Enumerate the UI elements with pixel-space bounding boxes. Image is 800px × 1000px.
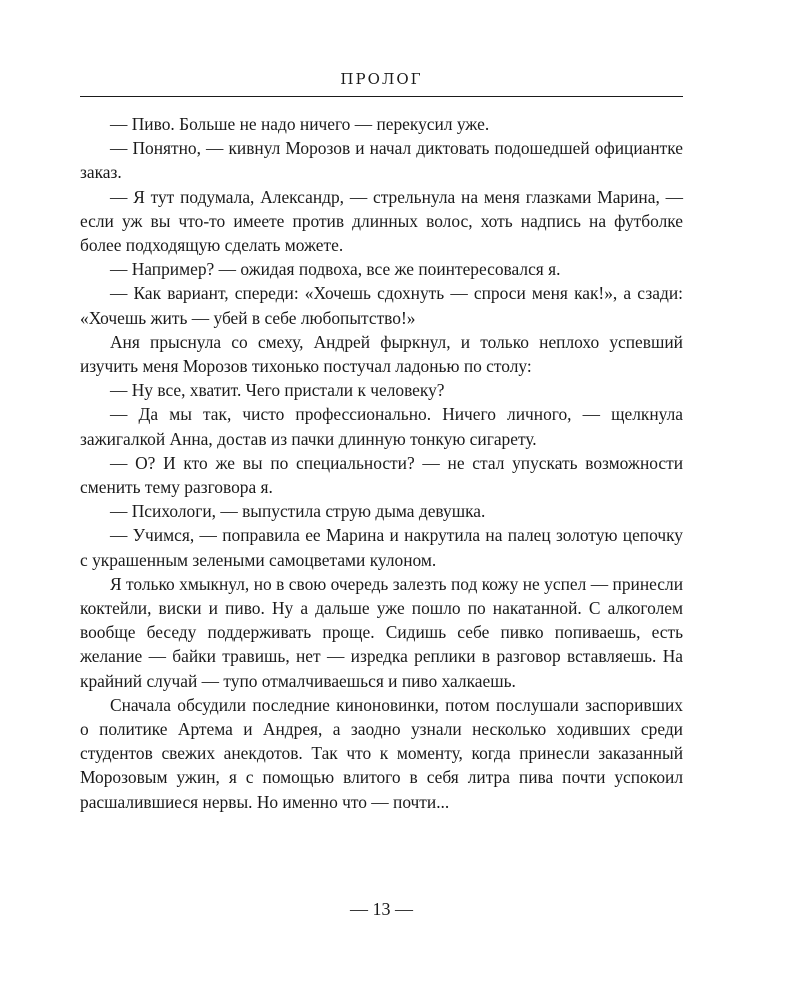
paragraph: — Учимся, — поправила ее Марина и накрутила на палец золотую цепочку с украшенным зелеными самоцветами кулоном. bbox=[80, 525, 683, 570]
paragraph: — Например? — ожидая подвоха, все же поинтересовался я. bbox=[110, 259, 561, 280]
paragraph: — Понятно, — кивнул Морозов и начал диктовать подошедшей официантке заказ. bbox=[80, 138, 683, 183]
body-text bbox=[80, 112, 683, 814]
paragraph: — О? И кто же вы по специальности? — не стал упускать возможности сменить тему разговора я. bbox=[80, 452, 683, 498]
paragraph: Сначала обсудили последние киноновинки, потом послушали заспоривших о политике Артема и Андрея, а заодно узнали несколько ходивших среди студентов свежих анекдотов. Так что к моменту, когда принесли заказанный Морозовым ужин, я с помощью влитого в себя литра пива почти успокоил расшалившиеся нервы. Но именно что — почти... bbox=[80, 694, 683, 812]
paragraph: Я только хмыкнул, но в свою очередь залезть под кожу не успел — принесли коктейли, виски и пиво. Ну а дальше уже пошло по накатанной. С алкоголем вообще беседу поддерживать проще. Сидишь себе пивко попиваешь, есть желание — байки травишь, нет — изредка реплики в разговор вставляешь. На крайний случай — тупо отмалчиваешься и пиво халкаешь. bbox=[80, 573, 683, 691]
page-number: — 13 — bbox=[350, 899, 413, 919]
paragraph: — Я тут подумала, Александр, — стрельнула на меня глазками Марина, — если уж вы что-то имеете против длинных волос, хоть надпись на футболке более подходящую сделать можете. bbox=[80, 186, 683, 256]
running-header: ПРОЛОГ bbox=[340, 70, 423, 88]
paragraph: — Ну все, хватит. Чего пристали к человеку? bbox=[110, 380, 445, 401]
paragraph: — Да мы так, чисто профессионально. Ничего личного, — щелкнула зажигалкой Анна, достав из пачки длинную тонкую сигарету. bbox=[80, 404, 683, 449]
header-rule bbox=[80, 96, 683, 97]
paragraph: Аня прыснула со смеху, Андрей фыркнул, и только неплохо успевший изучить меня Морозов тихонько постучал ладонью по столу: bbox=[80, 331, 683, 377]
paragraph: — Психологи, — выпустила струю дыма девушка. bbox=[110, 501, 486, 522]
paragraph: — Как вариант, спереди: «Хочешь сдохнуть — спроси меня как!», а сзади: «Хочешь жить — убей в себе любопытство!» bbox=[80, 283, 683, 328]
paragraph: — Пиво. Больше не надо ничего — перекусил уже. bbox=[110, 114, 490, 134]
